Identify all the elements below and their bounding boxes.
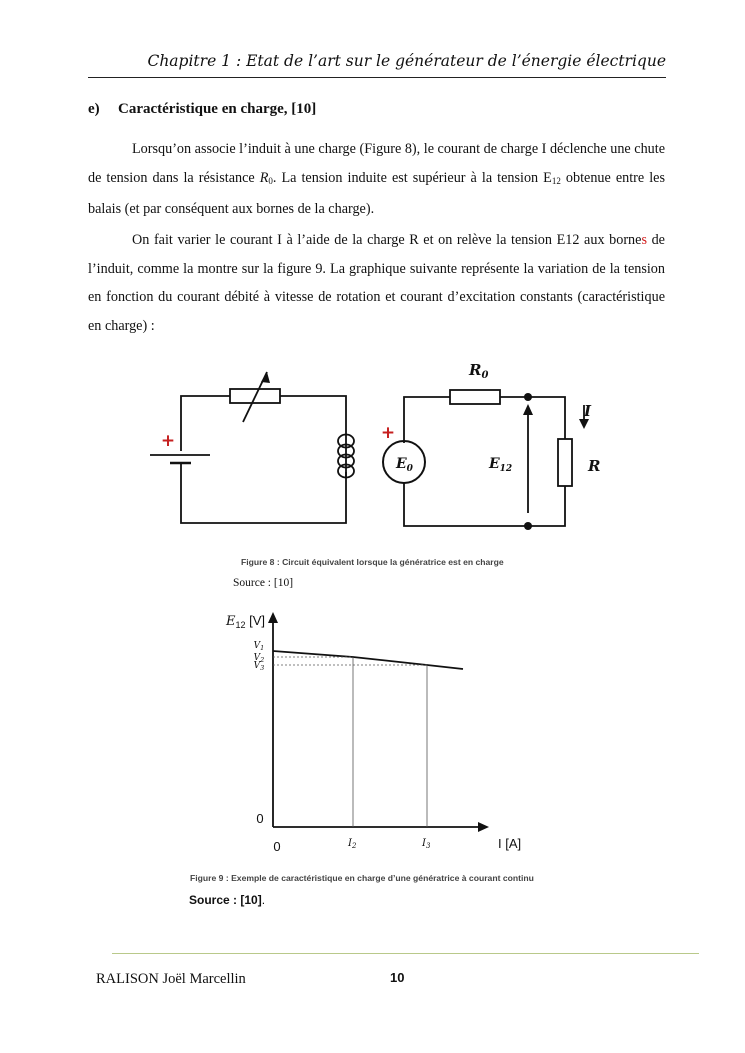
r0-resistor (450, 390, 500, 404)
figure-9-caption: Figure 9 : Exemple de caractéristique en charge d’une génératrice à courant continu (190, 873, 534, 883)
current-arrowhead (579, 419, 589, 429)
figure-9-source-tail: . (261, 893, 266, 907)
load-characteristic-chart (220, 605, 540, 855)
page-number: 10 (390, 970, 405, 985)
battery-plus-sign: + (160, 431, 176, 451)
red-letter: s (641, 232, 647, 248)
circuit-diagram (140, 355, 610, 540)
x-tick-label-1: $I_2$ (348, 838, 357, 850)
left-wire-top (181, 396, 230, 451)
e12-arrowhead (523, 404, 533, 415)
inductor-coil (338, 434, 354, 478)
y-tick-label-2: $V_2$ (253, 653, 265, 664)
paragraph-2-text-b: de l’induit, comme la montre sur la figure 9. La graphique suivante représente la variation de la tension en fonction du courant débité à vitesse de rotation et courant d’excitation constants (caractéristique en charge) : (88, 232, 665, 334)
figure-8-caption: Figure 8 : Circuit équivalent lorsque la génératrice est en charge (241, 557, 504, 567)
e0-label: $E_0$ (396, 456, 413, 474)
right-wire-bottom (404, 483, 565, 526)
left-wire-bottom (181, 463, 346, 523)
paragraph-2-text-a: On fait varier le courant I à l’aide de la charge R et on relève la tension E12 aux borne (132, 232, 642, 248)
series-line (273, 651, 463, 669)
right-wire-top-right (500, 397, 565, 439)
paragraph-1-text-a: Lorsqu’on associe l’induit à une charge (Figure 8), le courant de charge I déclenche une chute de tension dans la résistance (88, 141, 665, 186)
current-label: I (584, 402, 592, 420)
paragraph-2 (88, 226, 665, 340)
r0-subscript: 0 (268, 175, 273, 186)
y-tick-label-3: $V_3$ (253, 661, 265, 672)
node-top (524, 393, 532, 401)
load-label: R (588, 457, 601, 475)
figure-9-source (189, 893, 265, 907)
x-origin-label: 0 (273, 839, 281, 854)
paragraph-1 (88, 135, 665, 224)
header-rule (88, 77, 666, 78)
r0-symbol: R (259, 169, 269, 186)
section-title: Caractéristique en charge, [10] (118, 101, 317, 117)
page-header: Chapitre 1 : Etat de l’art sur le générateur de l’énergie électrique (147, 52, 666, 70)
load-resistor (558, 439, 572, 486)
left-wire-right (280, 396, 346, 434)
paragraph-1-text-b: . La tension induite est supérieur à la tension E (272, 169, 552, 186)
footer-rule (112, 953, 699, 954)
y-tick-label-1: $V_1$ (253, 641, 265, 652)
paragraph-1-text-c: obtenue entre les balais (et par conséquent aux bornes de la charge). (88, 169, 665, 217)
source-plus-sign: + (380, 423, 396, 443)
figure-9-source-label: Source : [10] (189, 893, 262, 907)
x-axis-arrowhead (478, 822, 489, 832)
section-number: e) (88, 101, 100, 117)
right-wire-top-left (404, 397, 450, 443)
y-origin-label: 0 (256, 811, 264, 826)
e12-subscript: 12 (551, 175, 561, 186)
x-tick-label-2: $I_3$ (422, 838, 431, 850)
y-axis-arrowhead (268, 612, 278, 623)
figure-8-source: Source : [10] (233, 577, 294, 589)
y-axis-label: $E_{12}$ [V] (226, 613, 266, 630)
r0-label: $R_0$ (469, 361, 489, 381)
node-bottom (524, 522, 532, 530)
section-heading (88, 101, 316, 118)
e12-label: $E_{12}$ (489, 456, 513, 474)
footer-author: RALISON Joël Marcellin (96, 971, 246, 987)
x-axis-label: I [A] (498, 836, 522, 851)
